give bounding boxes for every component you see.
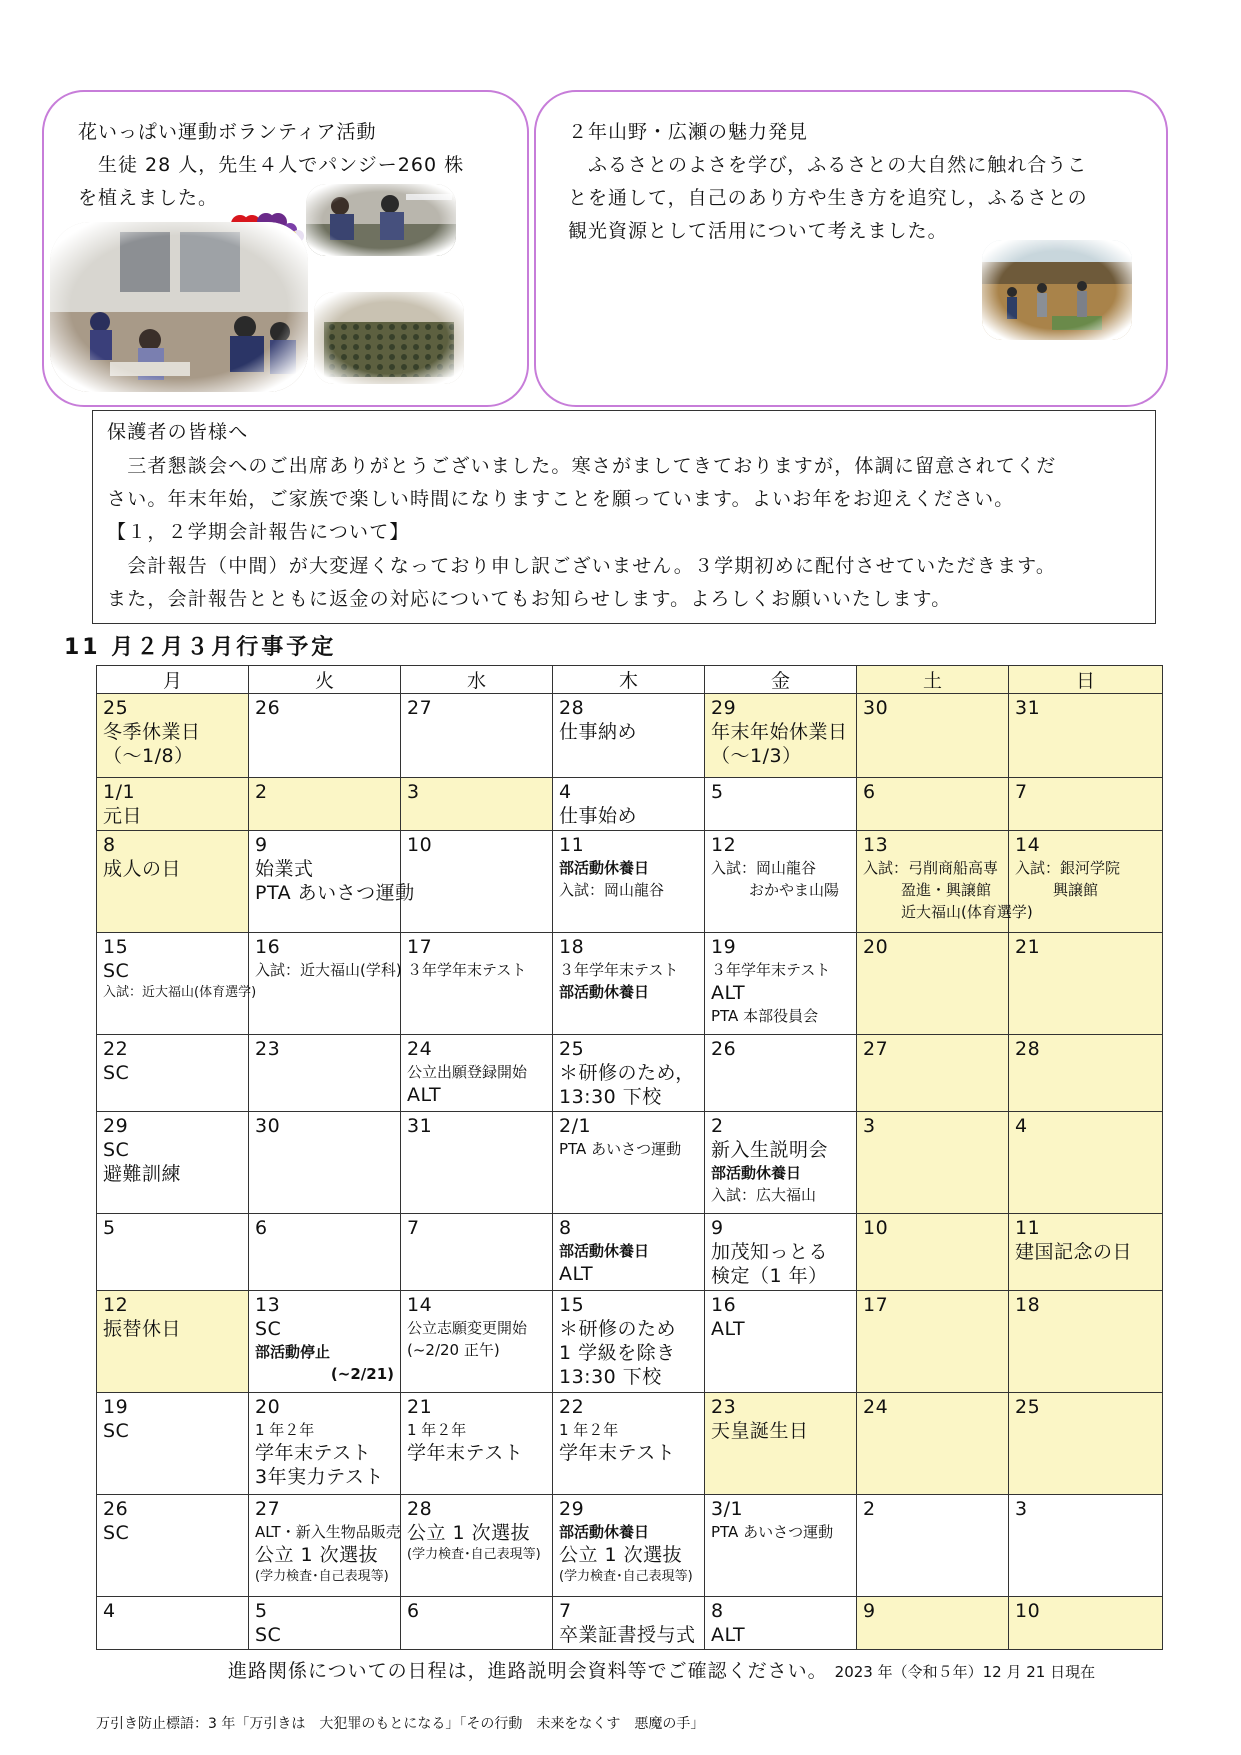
day-cell [249,1393,401,1495]
event-text: 元日 [103,805,143,827]
week-row [97,1112,1163,1214]
day-cell [857,778,1009,831]
day-number: 14 [1015,834,1041,856]
day-cell [97,1291,249,1393]
weekday-tue: 火 [249,666,401,694]
event-text: 始業式 [255,858,314,880]
day-number: 28 [407,1498,433,1520]
day-number: 31 [407,1115,433,1137]
event-text: 1 年２年 [255,1421,315,1439]
weekday-mon: 月 [97,666,249,694]
weekday-thu: 木 [553,666,705,694]
week-row [97,1597,1163,1650]
event-text: 振替休日 [103,1318,182,1340]
event-text: 3年実力テスト [255,1466,384,1488]
day-cell [705,778,857,831]
day-number: 4 [559,781,572,803]
day-cell [249,694,401,778]
day-cell [553,933,705,1035]
day-number: 6 [863,781,876,803]
event-text: （～1/8） [103,745,194,767]
day-cell [97,933,257,1035]
notice-line4: 【１，２学期会計報告について】 [107,521,410,543]
day-cell [857,1291,1009,1393]
day-number: 28 [559,697,585,719]
day-number: 10 [407,834,433,856]
week-row [97,1495,1163,1597]
event-text: 冬季休業日 [103,721,201,743]
day-cell [401,933,553,1035]
event-text: 仕事始め [559,805,638,827]
event-text: 1 年２年 [407,1421,467,1439]
day-cell [705,1291,857,1393]
day-number: 8 [711,1600,724,1622]
event-text: 部活動休養日 [559,859,650,877]
day-number: 12 [103,1294,129,1316]
day-number: 9 [711,1217,724,1239]
volunteer-line2: を植えました。 [78,187,219,209]
day-number: 31 [1015,697,1041,719]
event-text: 学年末テスト [255,1442,372,1464]
day-number: 11 [559,834,585,856]
day-number: 14 [407,1294,433,1316]
event-text: 成人の日 [103,858,182,880]
day-number: 25 [1015,1396,1041,1418]
day-cell [553,831,705,933]
day-cell [705,831,857,933]
day-cell [1009,933,1163,1035]
day-cell [97,1393,249,1495]
event-text: 公立 1 次選抜 [255,1544,379,1566]
notice-line6: また，会計報告とともに返金の対応についてもお知らせします。よろしくお願いいたします。 [107,588,952,610]
event-text: 学年末テスト [407,1442,524,1464]
day-cell [1009,1112,1163,1214]
week-row [97,694,1163,778]
week-row [97,933,1163,1035]
day-cell [857,1214,1009,1291]
event-text: 入試：岡山龍谷 [711,859,817,877]
day-cell [401,1597,553,1650]
day-number: 20 [255,1396,281,1418]
day-cell [97,778,249,831]
day-cell [401,1291,553,1393]
day-cell [249,1597,401,1650]
day-cell [97,694,249,778]
day-cell [1009,694,1163,778]
day-number: 4 [103,1600,116,1622]
weekday-sat: 土 [857,666,1009,694]
day-cell [857,933,1009,1035]
day-cell [97,1214,249,1291]
day-number: 8 [103,834,116,856]
event-text: ALT [711,1624,746,1646]
day-number: 26 [711,1038,737,1060]
day-cell [553,694,705,778]
day-number: 29 [103,1115,129,1137]
week-row [97,1393,1163,1495]
day-number: 3 [1015,1498,1028,1520]
day-number: 11 [1015,1217,1041,1239]
event-text: SC [103,1062,130,1084]
day-cell [97,831,249,933]
event-text: (学力検査･自己表現等) [559,1569,693,1584]
event-text: 仕事納め [559,721,638,743]
day-cell [401,1495,553,1597]
shoplifting-slogan: 万引き防止標語：3 年「万引きは 大犯罪のもとになる」「その行動 未来をなくす 悪魔の手」 [96,1716,705,1732]
day-cell [857,1035,1009,1112]
day-number: 13 [255,1294,281,1316]
event-text: ３年学年末テスト [407,961,527,979]
event-text: 盈進・興譲館 [901,881,992,899]
day-number: 18 [1015,1294,1041,1316]
day-cell [249,1112,401,1214]
day-number: 1/1 [103,781,136,803]
day-cell [857,1597,1009,1650]
day-cell [97,1112,249,1214]
event-text: 13:30 下校 [559,1086,662,1108]
day-number: 4 [1015,1115,1028,1137]
day-cell [705,1112,857,1214]
day-cell [553,1393,705,1495]
event-text: 検定（1 年） [711,1265,828,1287]
weekday-header-row [97,666,1163,694]
event-text: PTA 本部役員会 [711,1007,819,1025]
day-cell [705,1214,857,1291]
day-number: 7 [407,1217,420,1239]
week-row [97,1214,1163,1291]
day-number: 2 [863,1498,876,1520]
day-cell [553,1597,705,1650]
day-number: 8 [559,1217,572,1239]
day-cell [97,1035,249,1112]
event-text: 天皇誕生日 [711,1420,809,1442]
discovery-title: ２年山野・広瀬の魅力発見 [568,121,809,143]
day-cell [705,1597,857,1650]
event-text: SC [103,1139,130,1161]
event-text: 加茂知っとる [711,1241,829,1263]
day-number: 13 [863,834,889,856]
day-number: 10 [863,1217,889,1239]
day-number: 28 [1015,1038,1041,1060]
day-number: 30 [863,697,889,719]
week-row [97,1035,1163,1112]
day-number: 6 [407,1600,420,1622]
event-text: ３年学年末テスト [559,961,679,979]
day-number: 7 [559,1600,572,1622]
weekday-sun: 日 [1009,666,1163,694]
day-number: 20 [863,936,889,958]
footer-date: 2023 年（令和５年）12 月 21 日現在 [834,1663,1096,1681]
day-number: 22 [103,1038,129,1060]
event-text: 学年末テスト [559,1442,676,1464]
day-number: 2 [711,1115,724,1137]
day-number: 27 [863,1038,889,1060]
day-cell [857,1112,1009,1214]
day-cell [1009,1291,1163,1393]
day-cell [401,1035,553,1112]
day-cell [401,694,553,778]
volunteer-title: 花いっぱい運動ボランティア活動 [78,121,377,143]
discovery-line3: 観光資源として活用について考えました。 [568,220,948,242]
day-number: 27 [407,697,433,719]
event-text: 公立 1 次選抜 [559,1544,683,1566]
event-text: SC [103,1420,130,1442]
day-cell [857,694,1009,778]
schedule-title: 11 月２月３月行事予定 [64,635,337,660]
event-text: 卒業証書授与式 [559,1624,696,1646]
weekday-wed: 水 [401,666,553,694]
event-text: ３年学年末テスト [711,961,831,979]
event-text: ALT [711,1318,746,1340]
event-text: 1 年２年 [559,1421,619,1439]
day-cell [553,1214,705,1291]
event-text: 部活動休養日 [559,983,650,1001]
event-text: 近大福山(体育選学) [901,903,1033,921]
day-number: 3/1 [711,1498,744,1520]
event-text: 入試：岡山龍谷 [559,881,665,899]
day-number: 2/1 [559,1115,592,1137]
day-number: 15 [559,1294,585,1316]
volunteer-line1: 生徒 28 人，先生４人でパンジー260 株 [78,154,465,176]
day-cell [401,778,553,831]
day-cell [553,1035,705,1112]
day-number: 3 [407,781,420,803]
day-cell [97,1495,249,1597]
event-text: 公立出願登録開始 [407,1063,528,1081]
day-number: 5 [103,1217,116,1239]
event-text: 入試：弓削商船高専 [863,859,999,877]
day-number: 29 [711,697,737,719]
planting-photo-main [50,222,308,392]
day-cell [705,1495,857,1597]
event-text: (~2/21) [330,1365,394,1383]
day-number: 19 [711,936,737,958]
day-number: 7 [1015,781,1028,803]
day-cell [705,1035,857,1112]
event-text: 部活動停止 [255,1343,331,1361]
discovery-line1: ふるさとのよさを学び，ふるさとの大自然に触れ合うこ [568,154,1088,176]
event-text: ALT [559,1263,594,1285]
day-number: 23 [255,1038,281,1060]
notice-line1: 保護者の皆様へ [107,421,249,443]
day-number: 15 [103,936,129,958]
day-cell [705,933,857,1035]
day-cell [401,831,553,933]
day-number: 18 [559,936,585,958]
event-text: 公立 1 次選抜 [407,1522,531,1544]
event-text: ＊研修のため， [559,1062,695,1084]
day-cell [553,1495,705,1597]
day-number: 21 [1015,936,1041,958]
day-number: 24 [863,1396,889,1418]
day-cell [553,1291,705,1393]
event-text: 入試：広大福山 [711,1186,817,1204]
day-cell [401,1393,553,1495]
event-text: 13:30 下校 [559,1366,662,1388]
day-number: 24 [407,1038,433,1060]
event-text: 新入生説明会 [711,1139,829,1161]
event-text: 年末年始休業日 [711,721,848,743]
event-text: 建国記念の日 [1015,1241,1133,1263]
event-text: PTA あいさつ運動 [711,1523,834,1541]
day-cell [553,778,705,831]
day-number: 5 [711,781,724,803]
event-text: 部活動休養日 [559,1242,650,1260]
parent-notice [92,410,1156,624]
notice-line3: さい。年末年始，ご家族で楽しい時間になりますことを願っています。よいお年をお迎えください。 [107,488,1015,510]
planting-photo-top [306,184,456,256]
day-number: 9 [255,834,268,856]
event-text: 避難訓練 [103,1163,182,1185]
day-number: 26 [255,697,281,719]
day-cell [1009,1214,1163,1291]
day-cell [249,1214,401,1291]
day-cell [249,778,401,831]
day-cell [249,1035,401,1112]
event-text: 1 学級を除き [559,1342,676,1364]
event-text: PTA あいさつ運動 [559,1140,682,1158]
day-number: 19 [103,1396,129,1418]
day-number: 3 [863,1115,876,1137]
event-text: SC [103,960,130,982]
event-text: 入試：近大福山(体育選学) [103,985,257,1000]
volunteer-box [42,90,529,407]
discovery-line2: とを通して，自己のあり方や生き方を追究し，ふるさとの [568,187,1088,209]
event-text: 入試：銀河学院 [1015,859,1121,877]
day-number: 23 [711,1396,737,1418]
day-cell [1009,778,1163,831]
day-number: 26 [103,1498,129,1520]
day-cell [401,1112,553,1214]
day-cell [857,1393,1009,1495]
day-number: 5 [255,1600,268,1622]
event-text: 部活動休養日 [711,1164,802,1182]
day-cell [1009,1495,1163,1597]
day-cell [857,1495,1009,1597]
week-row [97,778,1163,831]
day-cell [249,831,415,933]
event-text: （～1/3） [711,745,802,767]
day-number: 17 [863,1294,889,1316]
week-row [97,831,1163,933]
event-text: 興譲館 [1053,881,1099,899]
event-text: 入試：近大福山(学科) [255,961,402,979]
event-text: ALT・新入生物品販売 [255,1523,401,1541]
day-number: 21 [407,1396,433,1418]
discovery-box [534,90,1168,407]
footer-note-text: 進路関係についての日程は，進路説明会資料等でご確認ください。 [228,1660,828,1682]
event-text: 部活動休養日 [559,1523,650,1541]
schedule-table [96,665,1163,1650]
field-photo [982,240,1132,340]
day-cell [553,1112,705,1214]
footer-note [228,1656,1095,1683]
day-cell [249,1495,401,1597]
event-text: ALT [407,1084,442,1106]
day-number: 16 [711,1294,737,1316]
day-number: 6 [255,1217,268,1239]
weekday-fri: 金 [705,666,857,694]
day-cell [249,1291,401,1393]
day-cell [1009,1597,1163,1650]
event-text: (学力検査･自己表現等) [255,1569,389,1584]
day-cell [401,1214,553,1291]
event-text: ALT [711,982,746,1004]
notice-line5: 会計報告（中間）が大変遅くなっており申し訳ございません。３学期初めに配付させていただきます。 [107,555,1057,577]
day-number: 27 [255,1498,281,1520]
event-text: (~2/20 正午) [407,1341,500,1359]
day-cell [1009,1393,1163,1495]
day-number: 17 [407,936,433,958]
day-number: 2 [255,781,268,803]
day-number: 29 [559,1498,585,1520]
event-text: (学力検査･自己表現等) [407,1547,541,1562]
day-cell [705,1393,857,1495]
notice-line2: 三者懇談会へのご出席ありがとうございました。寒さがましてきておりますが，体調に留意されてくだ [107,455,1057,477]
day-cell [249,933,401,1035]
event-text: SC [255,1624,282,1646]
event-text: 公立志願変更開始 [407,1319,528,1337]
day-number: 22 [559,1396,585,1418]
day-number: 25 [103,697,129,719]
day-number: 25 [559,1038,585,1060]
day-cell [1009,1035,1163,1112]
event-text: ＊研修のため [559,1318,677,1340]
day-number: 30 [255,1115,281,1137]
event-text: SC [103,1522,130,1544]
event-text: おかやま山陽 [749,881,840,899]
event-text: SC [255,1318,282,1340]
day-cell [705,694,857,778]
day-number: 12 [711,834,737,856]
day-number: 16 [255,936,281,958]
day-cell [97,1597,249,1650]
day-number: 10 [1015,1600,1041,1622]
day-number: 9 [863,1600,876,1622]
planting-photo-trays [314,292,464,384]
week-row [97,1291,1163,1393]
event-text: PTA あいさつ運動 [255,882,415,904]
